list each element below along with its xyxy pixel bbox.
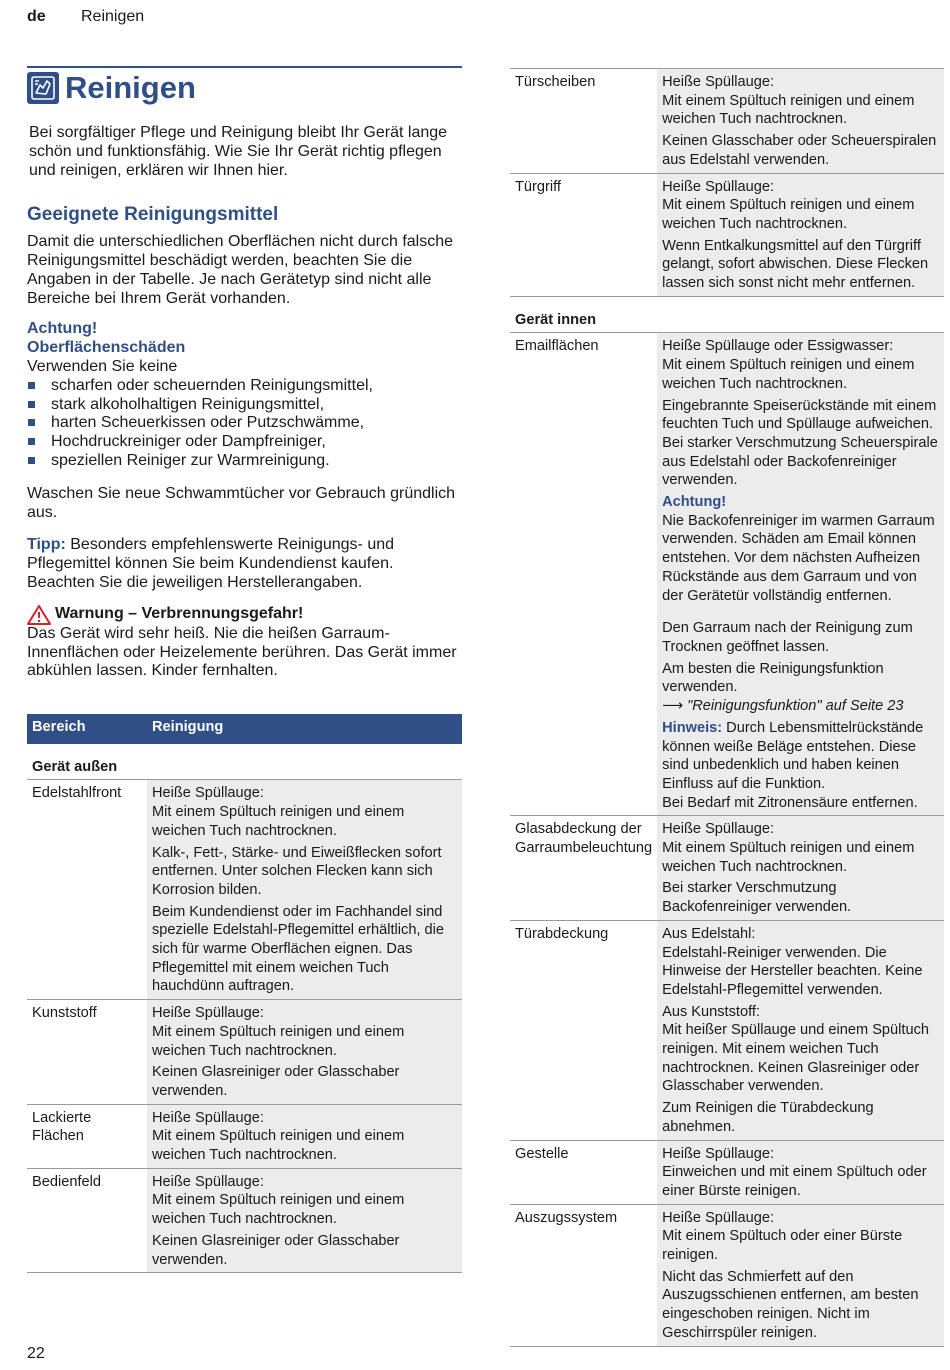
warning-triangle-icon <box>27 605 51 625</box>
table-subheader-inside <box>510 296 944 333</box>
cleaning-text: Heiße Spüllauge oder Essigwasser: Mit einem Spültuch reinigen und einem weichen Tuch nachtrocknen. <box>662 338 915 392</box>
warning-text: Das Gerät wird sehr heiß. Nie die heißen Garraum-Innenflächen oder Heizelemente berühren. Das Gerät immer abkühlen lassen. Kinder fernhalten. <box>27 624 457 680</box>
row-area: Lackierte Flächen <box>27 1104 147 1168</box>
cross-reference <box>662 697 939 716</box>
page-number: 22 <box>27 1345 45 1362</box>
left-column <box>27 66 462 681</box>
cleaning-text: Den Garraum nach der Reinigung zum Trocknen geöffnet lassen. <box>662 620 913 655</box>
table-row <box>510 69 944 174</box>
attention-text: Nie Backofenreiniger im warmen Garraum verwenden. Schäden am Email können entstehen. Vor dem nächsten Aufheizen Rückstände aus dem Garraum und von der Gerätetür vollständig entfernen. <box>662 512 935 604</box>
cleaning-text: Bei starker Verschmutzung Backofenreiniger verwenden. <box>662 880 852 916</box>
row-area: Glasabdeckung der Garraumbeleuchtung <box>510 816 657 921</box>
row-area: Edelstahlfront <box>27 780 147 1000</box>
cleaning-text: Keinen Glasreiniger oder Glasschaber verwenden. <box>152 1232 400 1268</box>
attention-label: Achtung! <box>27 320 98 338</box>
cleaning-text: Heiße Spüllauge: Mit einem Spültuch reinigen und einem weichen Tuch nachtrocknen. <box>662 178 915 232</box>
warning-title: Warnung – Verbrennungsgefahr! <box>55 605 304 623</box>
cleaning-text: Heiße Spüllauge: Mit einem Spültuch reinigen und einem weichen Tuch nachtrocknen. <box>152 785 405 839</box>
table-header-row <box>27 714 462 744</box>
hint-label: Hinweis: <box>662 719 723 736</box>
arrow-right-icon: ⟶ <box>662 698 684 715</box>
cleaning-text: Aus Edelstahl: Edelstahl-Reiniger verwenden. Die Hinweise der Hersteller beachten. Keine Edelstahl-Pflegemittel verwenden. <box>662 925 923 998</box>
tip-label: Tipp: <box>27 536 66 554</box>
hint-paragraph <box>662 719 939 813</box>
table-row <box>510 1204 944 1346</box>
cleaning-hand-icon <box>27 72 59 104</box>
cleaning-text: Heiße Spüllauge: Mit einem Spültuch reinigen und einem weichen Tuch nachtrocknen. <box>662 74 915 128</box>
table-row <box>510 920 944 1140</box>
forbidden-list <box>27 377 462 471</box>
row-cleaning <box>657 69 944 174</box>
page-header <box>27 8 145 26</box>
row-cleaning <box>657 333 944 816</box>
attention-block <box>27 320 462 470</box>
row-area: Türscheiben <box>510 69 657 174</box>
list-item: Hochdruckreiniger oder Dampfreiniger, <box>27 433 462 452</box>
cleaning-text: Wenn Entkalkungsmittel auf den Türgriff gelangt, sofort abwischen. Diese Flecken lassen sich sonst nicht mehr entfernen. <box>662 237 929 292</box>
list-item: speziellen Reiniger zur Warmreinigung. <box>27 452 462 471</box>
use-none-text: Verwenden Sie keine <box>27 357 178 375</box>
cleaning-text: Aus Kunststoff: Mit heißer Spüllauge und einem Spültuch reinigen. Mit einem weichen Tuch nachtrocknen. Keinen Glasreiniger oder Glasschaber verwenden. <box>662 1003 929 1095</box>
header-lang: de <box>27 8 46 25</box>
row-area: Gestelle <box>510 1140 657 1204</box>
attention-subtitle: Oberflächenschäden <box>27 339 186 357</box>
subheader-label: Gerät innen <box>510 296 944 333</box>
row-cleaning <box>147 1000 462 1105</box>
hint-text: Durch Lebensmittelrückstände können weiße Beläge entstehen. Diese sind unbedenklich und haben keinen Einfluss auf die Funktion. Bei Bedarf mit Zitronensäure entfernen. <box>662 719 924 811</box>
table-row <box>510 333 944 816</box>
subheader-label: Gerät außen <box>27 744 462 780</box>
table-row <box>510 1140 944 1204</box>
row-cleaning <box>657 1204 944 1346</box>
row-cleaning <box>657 816 944 921</box>
cleaning-text: Heiße Spüllauge: Mit einem Spültuch reinigen und einem weichen Tuch nachtrocknen. <box>152 1109 405 1164</box>
cleaning-text: Heiße Spüllauge: Mit einem Spültuch oder einer Bürste reinigen. <box>662 1209 903 1264</box>
cleaning-agents-paragraph: Damit die unterschiedlichen Oberflächen nicht durch falsche Reinigungsmittel beschädigt werden, beachten Sie die Angaben in der Tabelle. Je nach Gerätetyp sind nicht alle Bereiche bei Ihrem Gerät vorhanden. <box>27 233 454 307</box>
page-title: Reinigen <box>65 70 196 105</box>
warning-title-row <box>27 605 462 625</box>
table-row <box>27 1168 462 1273</box>
cleaning-text: Zum Reinigen die Türabdeckung abnehmen. <box>662 1100 874 1135</box>
section-heading: Geeignete Reinigungsmittel <box>27 204 279 226</box>
title-row <box>27 66 462 106</box>
warning-block <box>27 605 462 681</box>
row-area: Bedienfeld <box>27 1168 147 1273</box>
row-area: Türabdeckung <box>510 920 657 1140</box>
row-area: Kunststoff <box>27 1000 147 1105</box>
row-cleaning <box>657 1140 944 1204</box>
column-header-area: Bereich <box>27 714 147 744</box>
cleaning-table-left <box>27 714 462 1273</box>
list-item: harten Scheuerkissen oder Putzschwämme, <box>27 414 462 433</box>
cleaning-text: Beim Kundendienst oder im Fachhandel sind spezielle Edelstahl-Pflegemittel erhältlich, die sich für warme Oberflächen eignen. Das Pflegemittel mit einem weichen Tuch hauchdünn auftragen. <box>152 903 445 995</box>
cleaning-text: Am besten die Reinigungsfunktion verwenden. <box>662 660 884 696</box>
cleaning-text: Heiße Spüllauge: Einweichen und mit einem Spültuch oder einer Bürste reinigen. <box>662 1145 927 1199</box>
row-cleaning <box>657 173 944 296</box>
row-cleaning <box>147 1104 462 1168</box>
column-header-cleaning: Reinigung <box>147 714 462 744</box>
cleaning-text: Keinen Glasschaber oder Scheuerspiralen aus Edelstahl verwenden. <box>662 133 937 168</box>
tip-paragraph <box>27 536 462 592</box>
sponge-paragraph: Waschen Sie neue Schwammtücher vor Gebrauch gründlich aus. <box>27 484 456 521</box>
cleaning-text: Eingebrannte Speiserückstände mit einem feuchten Tuch und Spüllauge aufweichen. Bei starker Verschmutzung Scheuerspirale aus Edelstahl oder Backofenreiniger verwenden. <box>662 397 938 489</box>
table-row <box>27 1104 462 1168</box>
row-area: Türgriff <box>510 173 657 296</box>
list-item: scharfen oder scheuernden Reinigungsmittel, <box>27 377 462 396</box>
cleaning-text: Keinen Glasreiniger oder Glasschaber verwenden. <box>152 1064 400 1099</box>
cleaning-text: Heiße Spüllauge: Mit einem Spültuch reinigen und einem weichen Tuch nachtrocknen. <box>152 1173 405 1228</box>
cleaning-table-right <box>510 68 944 1347</box>
table-row <box>510 173 944 296</box>
reference-link[interactable]: "Reinigungsfunktion" auf Seite 23 <box>687 698 904 715</box>
cleaning-text: Heiße Spüllauge: Mit einem Spültuch reinigen und einem weichen Tuch nachtrocknen. <box>662 821 915 875</box>
row-area: Auszugssystem <box>510 1204 657 1346</box>
list-item: stark alkoholhaltigen Reinigungsmittel, <box>27 396 462 415</box>
table-subheader-outside <box>27 744 462 780</box>
attention-label: Achtung! <box>662 494 727 511</box>
tip-text: Besonders empfehlenswerte Reinigungs- und Pflegemittel können Sie beim Kundendienst kaufen. Beachten Sie die jeweiligen Herstellerangaben. <box>27 536 395 591</box>
row-cleaning <box>147 780 462 1000</box>
row-cleaning <box>657 920 944 1140</box>
table-row <box>510 816 944 921</box>
intro-paragraph: Bei sorgfältiger Pflege und Reinigung bleibt Ihr Gerät lange schön und funktionsfähig. Wie Sie Ihr Gerät richtig pflegen und reinigen, erklären wir Ihnen hier. <box>29 124 448 179</box>
cleaning-text: Kalk-, Fett-, Stärke- und Eiweißflecken sofort entfernen. Unter solchen Flecken kann sich Korrosion bilden. <box>152 844 442 898</box>
table-row <box>27 1000 462 1105</box>
row-area: Emailflächen <box>510 333 657 816</box>
cleaning-text: Heiße Spüllauge: Mit einem Spültuch reinigen und einem weichen Tuch nachtrocknen. <box>152 1005 405 1059</box>
row-cleaning <box>147 1168 462 1273</box>
table-row <box>27 780 462 1000</box>
header-section: Reinigen <box>81 8 145 25</box>
cleaning-text: Nicht das Schmierfett auf den Auszugsschienen entfernen, am besten eingeschoben reinigen. Nicht im Geschirrspüler reinigen. <box>662 1268 919 1341</box>
